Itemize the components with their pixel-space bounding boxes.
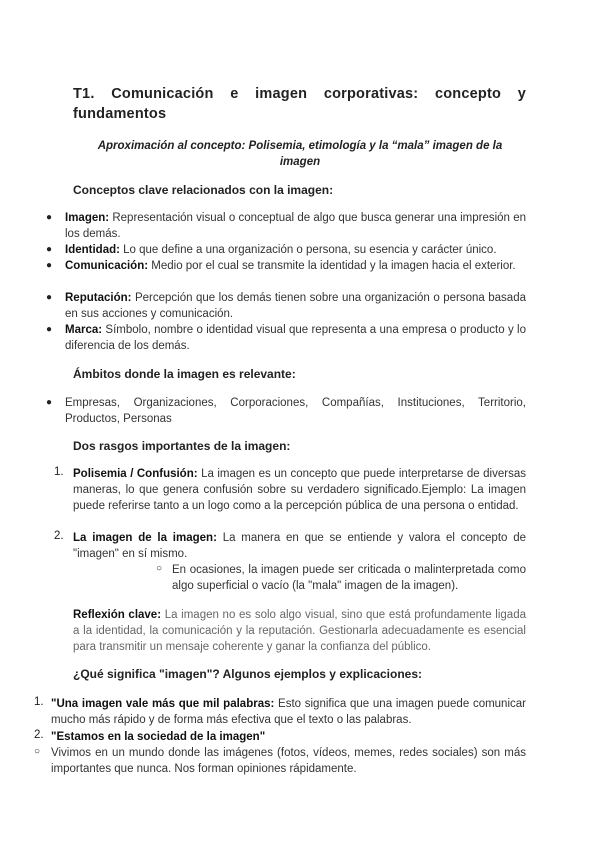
definition: Esto significa que una imagen puede comunicar mucho más rápido y de forma más efectiva que el texto o las palabras. xyxy=(51,698,526,726)
bullet-icon: ● xyxy=(46,212,53,223)
reflection-paragraph xyxy=(73,607,526,655)
list-item xyxy=(73,530,526,562)
term: Polisemia / Confusión: xyxy=(73,468,198,480)
definition: La manera en que se entiende y valora el concepto de "imagen" en sí mismo. xyxy=(73,532,526,560)
bullet-icon: ● xyxy=(46,244,53,255)
list-item xyxy=(65,322,526,354)
list-number: 2. xyxy=(34,729,44,741)
term: Comunicación: xyxy=(65,260,149,272)
title-line-1: T1. Comunicación e imagen corporativas: concepto y xyxy=(73,86,526,102)
page-title xyxy=(73,84,526,124)
list-item xyxy=(65,290,526,322)
section-heading-key-concepts: Conceptos clave relacionados con la imagen: xyxy=(73,183,334,197)
title-line-2: fundamentos xyxy=(73,106,167,122)
list-item xyxy=(65,210,526,242)
list-item xyxy=(65,258,526,274)
term: La imagen de la imagen: xyxy=(73,532,217,544)
section-heading-two-traits: Dos rasgos importantes de la imagen: xyxy=(73,439,291,453)
section-heading-relevant-areas: Ámbitos donde la imagen es relevante: xyxy=(73,367,296,381)
bullet-icon: ● xyxy=(46,292,53,303)
term: "Una imagen vale más que mil palabras: xyxy=(51,698,275,710)
list-number: 1. xyxy=(34,696,44,708)
definition: Representación visual o conceptual de algo que busca generar una impresión en los demás. xyxy=(65,212,526,240)
definition: Lo que define a una organización o persona, su esencia y carácter único. xyxy=(123,244,497,256)
sub-list-item: Vivimos en un mundo donde las imágenes (fotos, vídeos, memes, redes sociales) son más importantes que nunca. Nos forman opiniones rápidamente. xyxy=(51,747,526,775)
bullet-icon: ● xyxy=(46,324,53,335)
circle-bullet-icon: ○ xyxy=(156,563,163,574)
term: Reputación: xyxy=(65,292,132,304)
list-number: 1. xyxy=(54,466,64,478)
bullet-icon: ● xyxy=(46,260,53,271)
reflection-label: Reflexión clave: xyxy=(73,609,162,621)
circle-bullet-icon: ○ xyxy=(34,746,41,757)
section-heading-meaning: ¿Qué significa "imagen"? Algunos ejemplos y explicaciones: xyxy=(73,667,423,681)
subtitle: Aproximación al concepto: Polisemia, etimología y la “mala” imagen de la imagen xyxy=(97,140,503,168)
term: "Estamos en la sociedad de la imagen" xyxy=(51,731,266,743)
list-item xyxy=(51,729,526,745)
definition: Símbolo, nombre o identidad visual que representa a una empresa o producto y lo diferencia de los demás. xyxy=(65,324,526,352)
term: Identidad: xyxy=(65,244,120,256)
list-item xyxy=(51,696,526,728)
definition: Medio por el cual se transmite la identidad y la imagen hacia el exterior. xyxy=(151,260,516,272)
sub-list-item: En ocasiones, la imagen puede ser criticada o malinterpretada como algo superficial o vacío (la "mala" imagen de la imagen). xyxy=(172,564,526,592)
definition: La imagen es un concepto que puede interpretarse de diversas maneras, lo que genera confusión sobre su verdadero significado.Ejemplo: La imagen puede referirse tanto a un logo como a la percepción pública de una persona o entidad. xyxy=(73,468,526,512)
definition: Percepción que los demás tienen sobre una organización o persona basada en sus acciones y comunicación. xyxy=(65,292,526,320)
relevant-areas-text: Empresas, Organizaciones, Corporaciones, Compañías, Instituciones, Territorio, Productos, Personas xyxy=(65,397,526,425)
reflection-text: La imagen no es solo algo visual, sino que está profundamente ligada a la identidad, la comunicación y la reputación. Gestionarla adecuadamente es esencial para transmitir un mensaje coherente y ganar la confianza del público. xyxy=(73,609,526,653)
term: Marca: xyxy=(65,324,103,336)
list-item xyxy=(65,242,526,258)
list-number: 2. xyxy=(54,530,64,542)
term: Imagen: xyxy=(65,212,110,224)
bullet-icon: ● xyxy=(46,397,53,408)
list-item xyxy=(73,466,526,514)
